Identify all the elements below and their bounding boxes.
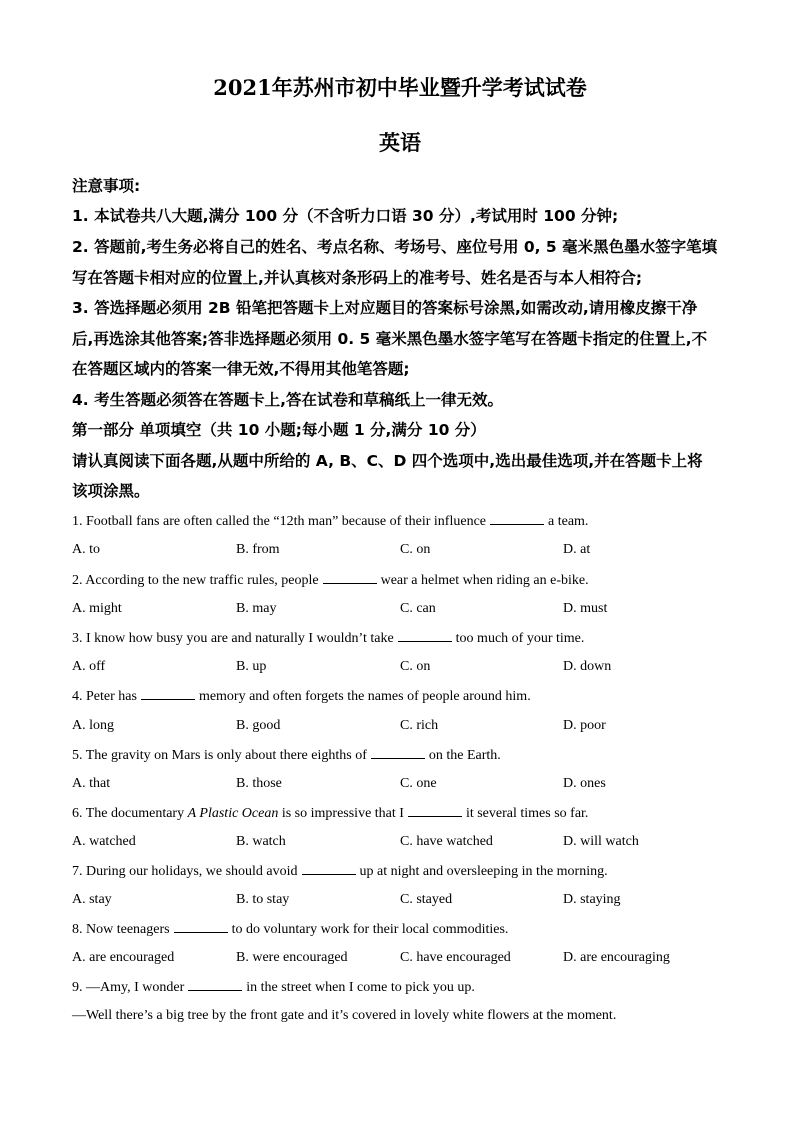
notes-heading: 注意事项: bbox=[72, 177, 141, 195]
question-7-option-a[interactable]: A. stay bbox=[72, 892, 112, 907]
question-2-option-a[interactable]: A. might bbox=[72, 601, 122, 616]
question-6-option-c[interactable]: C. have watched bbox=[400, 834, 493, 849]
answer-blank bbox=[302, 862, 356, 875]
question-text: is so impressive that I bbox=[281, 806, 404, 821]
question-text: 8. Now teenagers bbox=[72, 922, 170, 937]
question-6-option-d[interactable]: D. will watch bbox=[563, 834, 639, 849]
documentary-title: A Plastic Ocean bbox=[187, 806, 279, 821]
question-2-option-d[interactable]: D. must bbox=[563, 601, 608, 616]
question-4-option-d[interactable]: D. poor bbox=[563, 718, 606, 733]
section-instruction: 该项涂黑。 bbox=[72, 482, 150, 500]
question-7-option-d[interactable]: D. staying bbox=[563, 892, 621, 907]
answer-blank bbox=[174, 920, 228, 933]
answer-blank bbox=[141, 687, 195, 700]
note-line: 2. 答题前,考生务必将自己的姓名、考点名称、考场号、座位号用 0, 5 毫米黑色墨水签字笔填 bbox=[72, 238, 718, 256]
question-1-option-d[interactable]: D. at bbox=[563, 542, 591, 557]
question-3-option-d[interactable]: D. down bbox=[563, 659, 612, 674]
question-9-reply: —Well there’s a big tree by the front gate and it’s covered in lovely white flowers at the moment. bbox=[72, 1008, 617, 1023]
question-2-option-c[interactable]: C. can bbox=[400, 601, 436, 616]
question-text: on the Earth. bbox=[428, 748, 501, 763]
question-text: a team. bbox=[548, 514, 589, 529]
question-7-option-b[interactable]: B. to stay bbox=[236, 892, 290, 907]
question-text: wear a helmet when riding an e-bike. bbox=[380, 573, 589, 588]
question-1-option-a[interactable]: A. to bbox=[72, 542, 100, 557]
question-text: 5. The gravity on Mars is only about there eighths of bbox=[72, 748, 367, 763]
question-4-stem bbox=[72, 687, 531, 706]
question-text: 1. Football fans are often called the “12th man” because of their influence bbox=[72, 514, 486, 529]
answer-blank bbox=[490, 512, 544, 525]
question-8-option-a[interactable]: A. are encouraged bbox=[72, 950, 175, 965]
question-3-option-a[interactable]: A. off bbox=[72, 659, 106, 674]
question-8-option-d[interactable]: D. are encouraging bbox=[563, 950, 670, 965]
question-text: too much of your time. bbox=[455, 631, 585, 646]
question-5-stem bbox=[72, 746, 501, 765]
question-text: to do voluntary work for their local commodities. bbox=[231, 922, 509, 937]
note-line: 1. 本试卷共八大题,满分 100 分（不含听力口语 30 分）,考试用时 100 分钟; bbox=[72, 207, 619, 225]
question-4-option-a[interactable]: A. long bbox=[72, 718, 114, 733]
question-7-stem bbox=[72, 862, 608, 881]
answer-blank bbox=[398, 629, 452, 642]
question-6-stem bbox=[72, 804, 588, 823]
question-1-option-b[interactable]: B. from bbox=[236, 542, 280, 557]
answer-blank bbox=[188, 978, 242, 991]
question-6-option-a[interactable]: A. watched bbox=[72, 834, 136, 849]
question-text: memory and often forgets the names of people around him. bbox=[198, 689, 531, 704]
subject-title: 英语 bbox=[379, 130, 421, 155]
section-instruction: 请认真阅读下面各题,从题中所给的 A, B、C、D 四个选项中,选出最佳选项,并在答题卡上将 bbox=[72, 452, 703, 470]
section-heading: 第一部分 单项填空（共 10 小题;每小题 1 分,满分 10 分） bbox=[72, 421, 486, 439]
question-3-stem bbox=[72, 629, 584, 648]
note-line: 写在答题卡相对应的位置上,并认真核对条形码上的准考号、姓名是否与本人相符合; bbox=[72, 269, 643, 287]
note-line: 3. 答选择题必须用 2B 铅笔把答题卡上对应题目的答案标号涂黑,如需改动,请用橡皮擦干净 bbox=[72, 299, 698, 317]
question-text: 2. According to the new traffic rules, people bbox=[72, 573, 319, 588]
note-line: 4. 考生答题必须答在答题卡上,答在试卷和草稿纸上一律无效。 bbox=[72, 391, 503, 409]
question-2-option-b[interactable]: B. may bbox=[236, 601, 277, 616]
question-text: in the street when I come to pick you up. bbox=[246, 980, 475, 995]
question-6-option-b[interactable]: B. watch bbox=[236, 834, 286, 849]
question-5-option-d[interactable]: D. ones bbox=[563, 776, 606, 791]
question-text: 6. The documentary bbox=[72, 806, 185, 821]
question-text: 9. —Amy, I wonder bbox=[72, 980, 185, 995]
question-3-option-c[interactable]: C. on bbox=[400, 659, 431, 674]
question-1-stem bbox=[72, 512, 588, 531]
question-text: 4. Peter has bbox=[72, 689, 137, 704]
question-9-stem bbox=[72, 978, 475, 997]
question-5-option-b[interactable]: B. those bbox=[236, 776, 282, 791]
note-line: 后,再选涂其他答案;答非选择题必须用 0. 5 毫米黑色墨水签字笔写在答题卡指定的住置上,不 bbox=[72, 330, 708, 348]
question-1-option-c[interactable]: C. on bbox=[400, 542, 431, 557]
question-2-stem bbox=[72, 571, 589, 590]
exam-title: 2021年苏州市初中毕业暨升学考试试卷 bbox=[213, 75, 587, 100]
question-text: it several times so far. bbox=[465, 806, 589, 821]
question-8-option-c[interactable]: C. have encouraged bbox=[400, 950, 511, 965]
question-8-option-b[interactable]: B. were encouraged bbox=[236, 950, 348, 965]
answer-blank bbox=[371, 746, 425, 759]
question-4-option-b[interactable]: B. good bbox=[236, 718, 281, 733]
question-text: 7. During our holidays, we should avoid bbox=[72, 864, 298, 879]
answer-blank bbox=[408, 804, 462, 817]
question-3-option-b[interactable]: B. up bbox=[236, 659, 267, 674]
note-line: 在答题区域内的答案一律无效,不得用其他笔答题; bbox=[72, 360, 410, 378]
question-8-stem bbox=[72, 920, 508, 939]
question-text: 3. I know how busy you are and naturally I wouldn’t take bbox=[72, 631, 394, 646]
answer-blank bbox=[323, 571, 377, 584]
question-5-option-c[interactable]: C. one bbox=[400, 776, 437, 791]
question-5-option-a[interactable]: A. that bbox=[72, 776, 111, 791]
question-text: up at night and oversleeping in the morning. bbox=[359, 864, 608, 879]
question-4-option-c[interactable]: C. rich bbox=[400, 718, 439, 733]
question-7-option-c[interactable]: C. stayed bbox=[400, 892, 453, 907]
